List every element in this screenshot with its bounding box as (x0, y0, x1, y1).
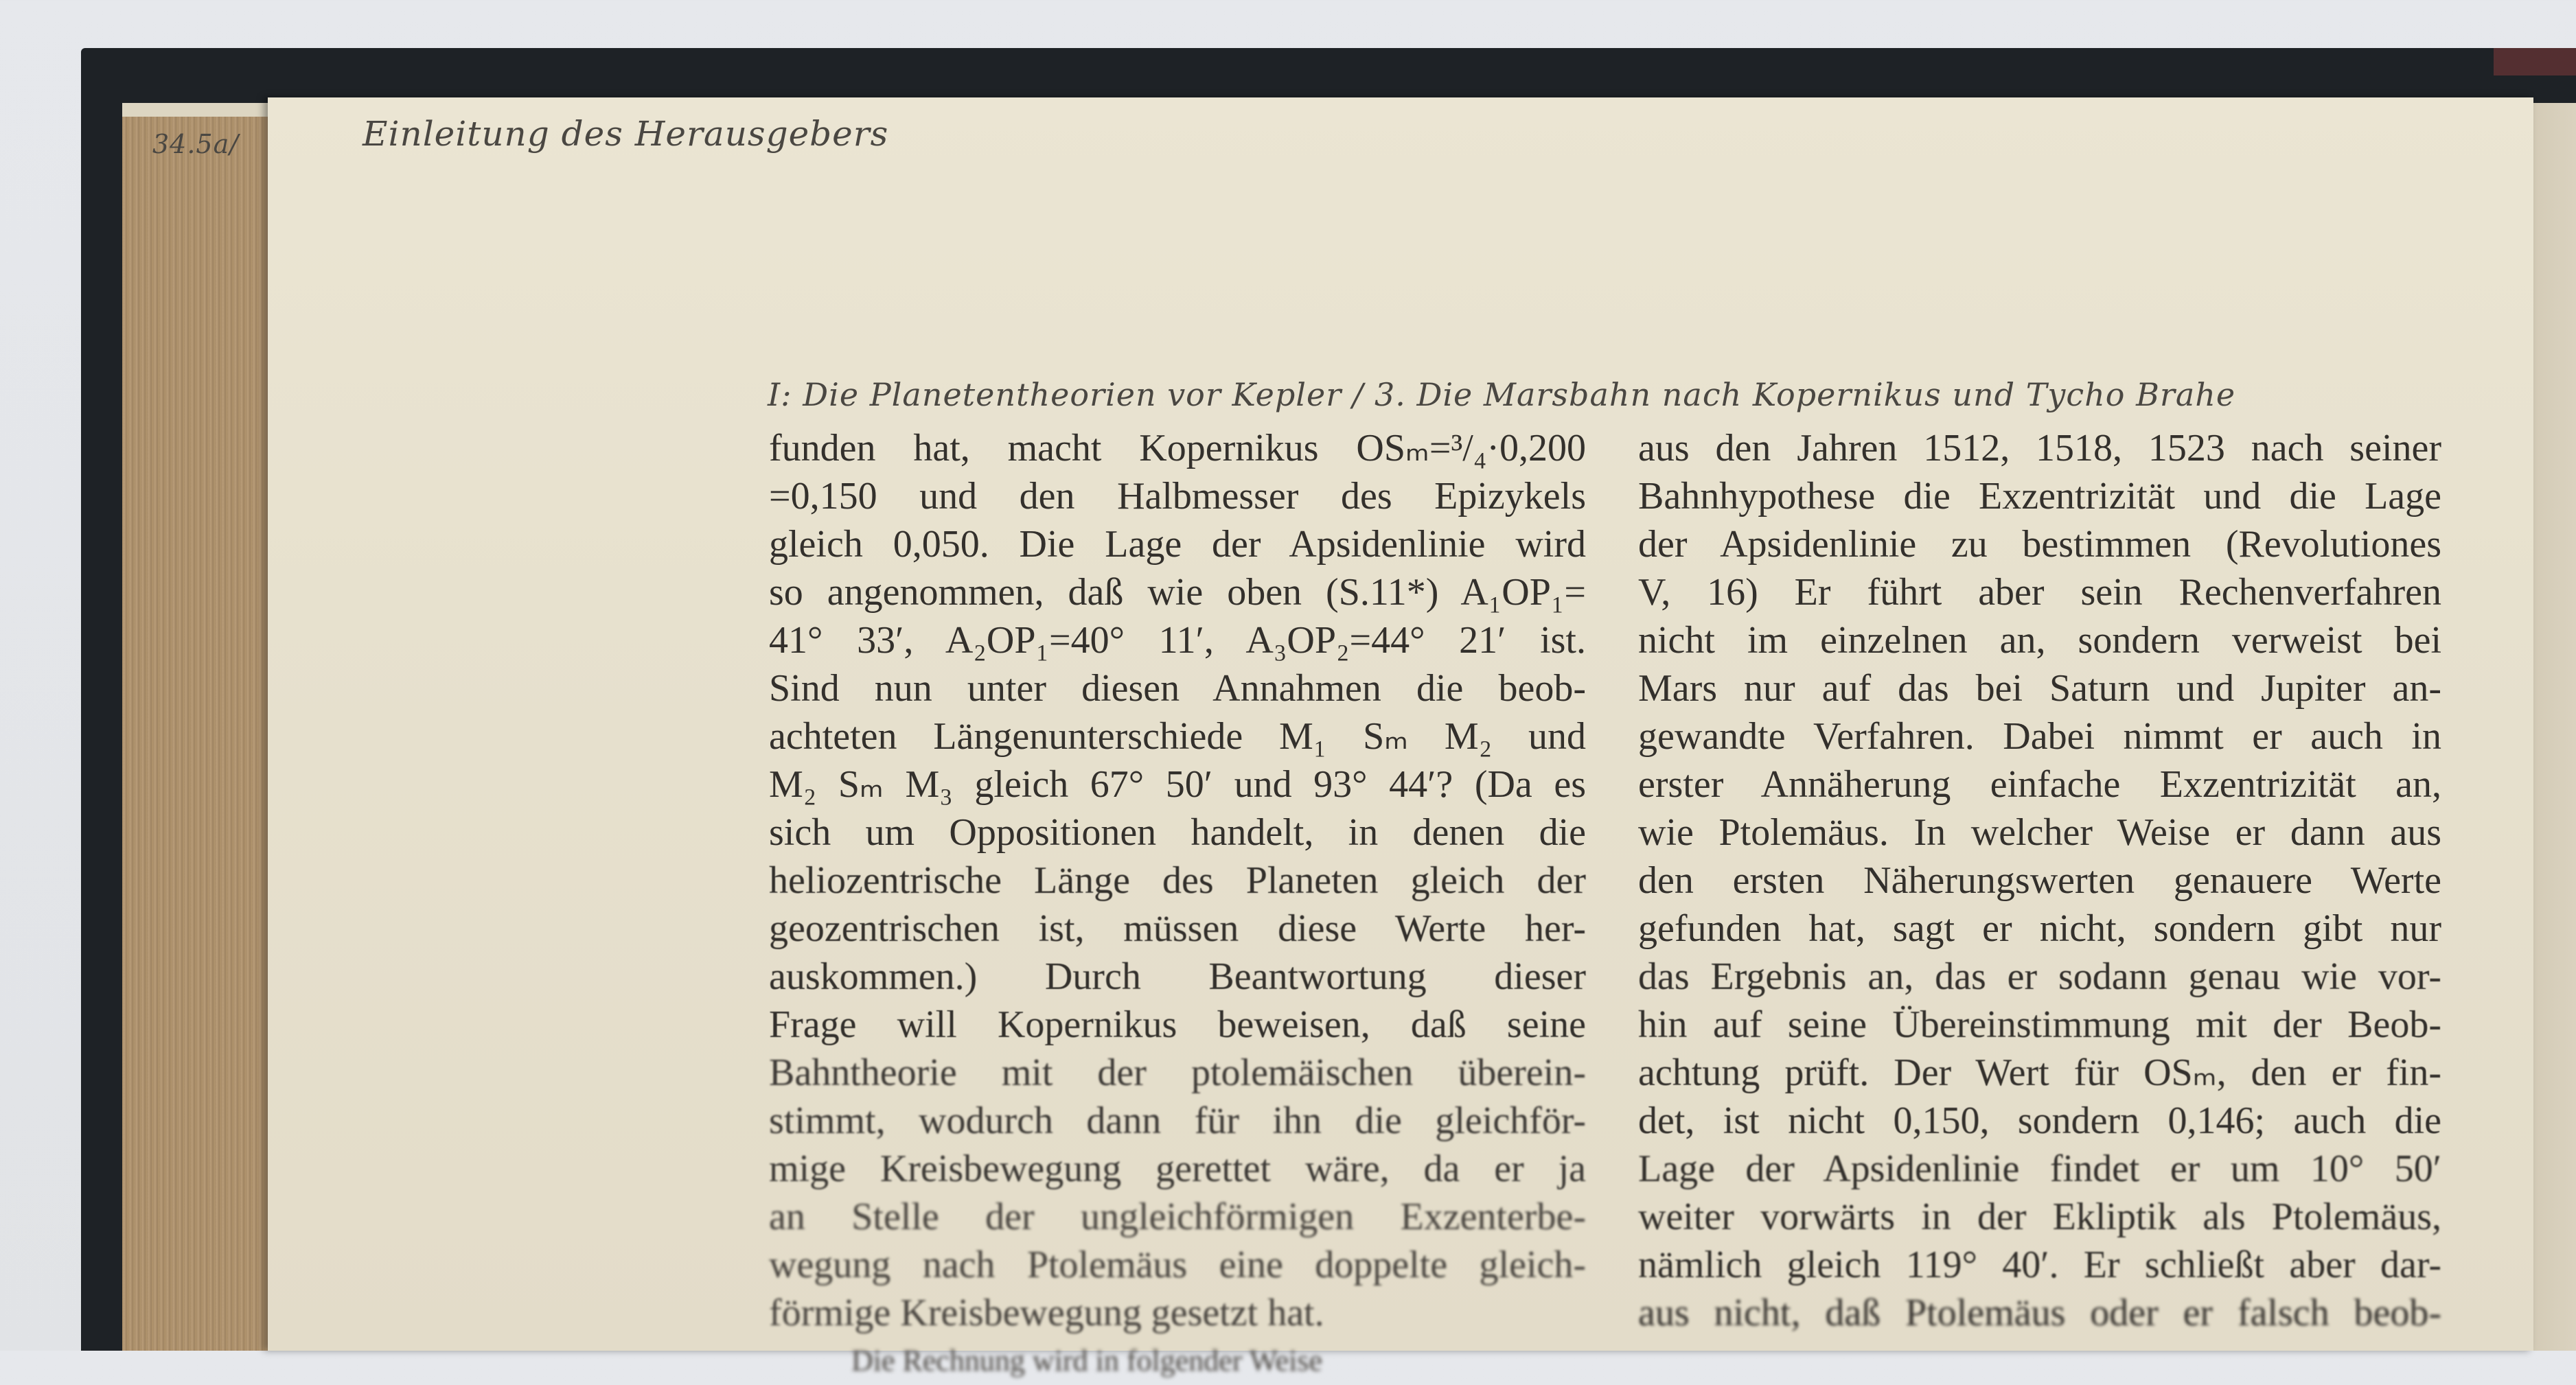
left-text-column (769, 424, 1586, 1385)
text-line: wie Ptolemäus. In welcher Weise er dann aus (1638, 811, 2441, 854)
margin-note: 34.5a/ (152, 129, 240, 159)
text-line: erster Annäherung einfache Exzentrizität an, (1638, 763, 2441, 806)
text-line: stimmt, wodurch dann für ihn die gleichför- (769, 1099, 1586, 1142)
text-line: achteten Längenunterschiede M₁ Sₘ M₂ und (769, 715, 1586, 758)
text-line: heliozentrische Länge des Planeten gleich der (769, 859, 1586, 902)
right-text-column (1638, 424, 2441, 1337)
page-stack-edges (122, 117, 281, 1351)
text-line: so angenommen, daß wie oben (S.11*) A₁OP₁= (769, 571, 1586, 614)
text-line: funden hat, macht Kopernikus OSₘ=³/₄·0,200 (769, 427, 1586, 469)
text-line: Bahntheorie mit der ptolemäischen überein- (769, 1051, 1586, 1094)
text-line: Frage will Kopernikus beweisen, daß seine (769, 1003, 1586, 1046)
text-line: Die Rechnung wird in folgender Weise (851, 1344, 1323, 1377)
text-line: nicht im einzelnen an, sondern verweist bei (1638, 619, 2441, 662)
cover-edge-accent (2494, 48, 2576, 75)
text-line: mige Kreisbewegung gerettet wäre, da er ja (769, 1148, 1586, 1190)
text-line: hin auf seine Übereinstimmung mit der Beob- (1638, 1003, 2441, 1046)
text-line: förmige Kreisbewegung gesetzt hat. (769, 1292, 1324, 1334)
text-line: geozentrischen ist, müssen diese Werte her- (769, 907, 1586, 950)
text-line: V, 16) Er führt aber sein Rechenverfahren (1638, 571, 2441, 614)
text-line: aus nicht, daß Ptolemäus oder er falsch beob- (1638, 1292, 2441, 1334)
text-line: auskommen.) Durch Beantwortung dieser (769, 955, 1586, 998)
text-line: 41° 33′, A₂OP₁=40° 11′, A₃OP₂=44° 21′ ist. (769, 619, 1586, 662)
text-line: aus den Jahren 1512, 1518, 1523 nach seiner (1638, 427, 2441, 469)
text-line: M₂ Sₘ M₃ gleich 67° 50′ und 93° 44′? (Da es (769, 763, 1586, 806)
text-line: achtung prüft. Der Wert für OSₘ, den er fin- (1638, 1051, 2441, 1094)
text-line: Lage der Apsidenlinie findet er um 10° 50′ (1638, 1148, 2441, 1190)
text-line: weiter vorwärts in der Ekliptik als Ptolemäus, (1638, 1196, 2441, 1238)
text-line: gefunden hat, sagt er nicht, sondern gibt nur (1638, 907, 2441, 950)
running-head: I: Die Planetentheorien vor Kepler / 3. Die Marsbahn nach Kopernikus und Tycho Brahe (768, 376, 2236, 413)
text-line: Mars nur auf das bei Saturn und Jupiter an- (1638, 667, 2441, 710)
text-line: Sind nun unter diesen Annahmen die beob- (769, 667, 1586, 710)
text-line: den ersten Näherungswerten genauere Werte (1638, 859, 2441, 902)
text-line: Bahnhypothese die Exzentrizität und die Lage (1638, 475, 2441, 517)
text-line: das Ergebnis an, das er sodann genau wie vor- (1638, 955, 2441, 998)
text-line: wegung nach Ptolemäus eine doppelte gleich- (769, 1244, 1586, 1286)
text-line: =0,150 und den Halbmesser des Epizykels (769, 475, 1586, 517)
header-note: Einleitung des Herausgebers (363, 114, 889, 154)
text-line: sich um Oppositionen handelt, in denen die (769, 811, 1586, 854)
text-line: an Stelle der ungleichförmigen Exzenterbe- (769, 1196, 1586, 1238)
text-line: gleich 0,050. Die Lage der Apsidenlinie wird (769, 523, 1586, 566)
text-line: det, ist nicht 0,150, sondern 0,146; auch die (1638, 1099, 2441, 1142)
text-line: gewandte Verfahren. Dabei nimmt er auch in (1638, 715, 2441, 758)
text-line: der Apsidenlinie zu bestimmen (Revolutiones (1638, 523, 2441, 566)
text-line: nämlich gleich 119° 40′. Er schließt aber dar- (1638, 1244, 2441, 1286)
